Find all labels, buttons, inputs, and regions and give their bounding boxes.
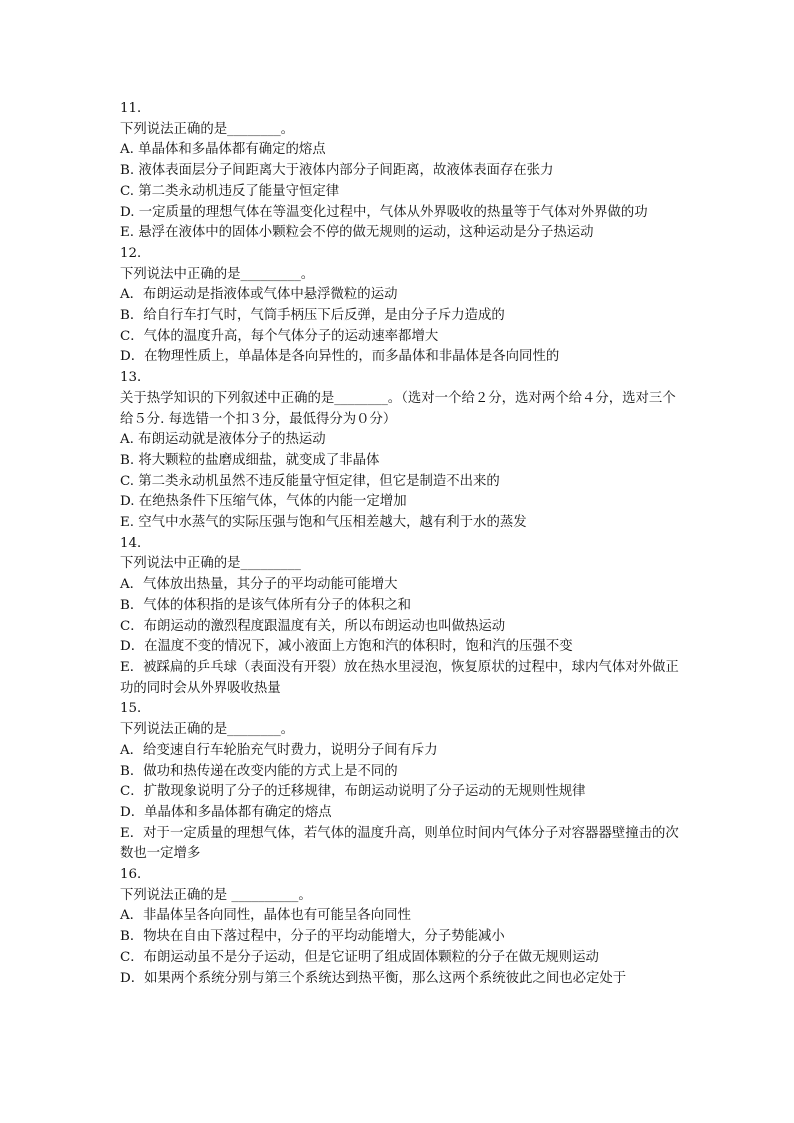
question-stem: 下列说法中正确的是_________ bbox=[120, 556, 301, 572]
question-number: 15． bbox=[120, 701, 151, 717]
question-number: 12． bbox=[120, 245, 151, 261]
option-c: C．扩散现象说明了分子的迁移规律，布朗运动说明了分子运动的无规则性规律 bbox=[120, 784, 586, 800]
option-d: D. 一定质量的理想气体在等温变化过程中，气体从外界吸收的热量等于气体对外界做的功 bbox=[120, 204, 648, 220]
option-e: E．被踩扁的乒乓球（表面没有开裂）放在热水里浸泡，恢复原状的过程中，球内气体对外做正功的同时会从外界吸收热量 bbox=[120, 659, 679, 696]
document-page bbox=[120, 99, 680, 989]
option-c: C. 第二类永动机违反了能量守恒定律 bbox=[120, 183, 340, 199]
option-d: D．在温度不变的情况下，减小液面上方饱和汽的体积时，饱和汽的压强不变 bbox=[120, 639, 573, 655]
option-a: A．非晶体呈各向同性，晶体也有可能呈各向同性 bbox=[120, 908, 411, 924]
question-stem: 下列说法正确的是 __________。 bbox=[120, 887, 312, 903]
option-a: A．布朗运动是指液体或气体中悬浮微粒的运动 bbox=[120, 287, 398, 303]
option-e: E．对于一定质量的理想气体，若气体的温度升高，则单位时间内气体分子对容器器壁撞击的次数也一定增多 bbox=[120, 825, 679, 862]
question-number: 14． bbox=[120, 535, 151, 551]
option-b: B. 液体表面层分子间距离大于液体内部分子间距离，故液体表面存在张力 bbox=[120, 163, 554, 179]
option-a: A．气体放出热量，其分子的平均动能可能增大 bbox=[120, 577, 398, 593]
question-stem: 关于热学知识的下列叙述中正确的是________。（选对一个给２分，选对两个给４分，选对三个给５分. 每选错一个扣３分，最低得分为０分） bbox=[120, 390, 676, 427]
option-b: B. 将大颗粒的盐磨成细盐，就变成了非晶体 bbox=[120, 452, 380, 468]
question-12 bbox=[120, 244, 680, 368]
option-b: B．给自行车打气时，气筒手柄压下后反弹，是由分子斥力造成的 bbox=[120, 308, 505, 324]
question-stem: 下列说法正确的是________。 bbox=[120, 722, 295, 738]
option-d: D．在物理性质上，单晶体是各向异性的，而多晶体和非晶体是各向同性的 bbox=[120, 349, 560, 365]
question-stem: 下列说法中正确的是_________。 bbox=[120, 266, 315, 282]
question-number: 11． bbox=[120, 101, 151, 116]
option-d: D. 在绝热条件下压缩气体，气体的内能一定增加 bbox=[120, 494, 407, 510]
question-14 bbox=[120, 534, 680, 700]
option-e: E. 悬浮在液体中的固体小颗粒会不停的做无规则的运动，这种运动是分子热运动 bbox=[120, 225, 594, 241]
question-16 bbox=[120, 865, 680, 989]
option-d: D．如果两个系统分别与第三个系统达到热平衡，那么这两个系统彼此之间也必定处于 bbox=[120, 970, 627, 986]
option-c: C. 第二类永动机虽然不违反能量守恒定律，但它是制造不出来的 bbox=[120, 473, 500, 489]
option-b: B．做功和热传递在改变内能的方式上是不同的 bbox=[120, 763, 398, 779]
question-number: 16． bbox=[120, 867, 151, 883]
option-d: D．单晶体和多晶体都有确定的熔点 bbox=[120, 804, 332, 820]
question-number: 13． bbox=[120, 370, 151, 386]
option-a: A. 单晶体和多晶体都有确定的熔点 bbox=[120, 142, 326, 158]
question-stem: 下列说法正确的是________。 bbox=[120, 121, 295, 137]
option-c: C．布朗运动的激烈程度跟温度有关，所以布朗运动也叫做热运动 bbox=[120, 618, 506, 634]
question-11 bbox=[120, 99, 680, 244]
option-a: A．给变速自行车轮胎充气时费力，说明分子间有斥力 bbox=[120, 742, 438, 758]
option-b: B．物块在自由下落过程中，分子的平均动能增大，分子势能减小 bbox=[120, 929, 505, 945]
option-c: C．气体的温度升高，每个气体分子的运动速率都增大 bbox=[120, 328, 439, 344]
option-b: B．气体的体积指的是该气体所有分子的体积之和 bbox=[120, 597, 412, 613]
option-a: A. 布朗运动就是液体分子的热运动 bbox=[120, 432, 326, 448]
question-13 bbox=[120, 368, 680, 534]
question-15 bbox=[120, 699, 680, 865]
option-e: E. 空气中水蒸气的实际压强与饱和气压相差越大，越有利于水的蒸发 bbox=[120, 515, 527, 531]
option-c: C．布朗运动虽不是分子运动，但是它证明了组成固体颗粒的分子在做无规则运动 bbox=[120, 949, 599, 965]
